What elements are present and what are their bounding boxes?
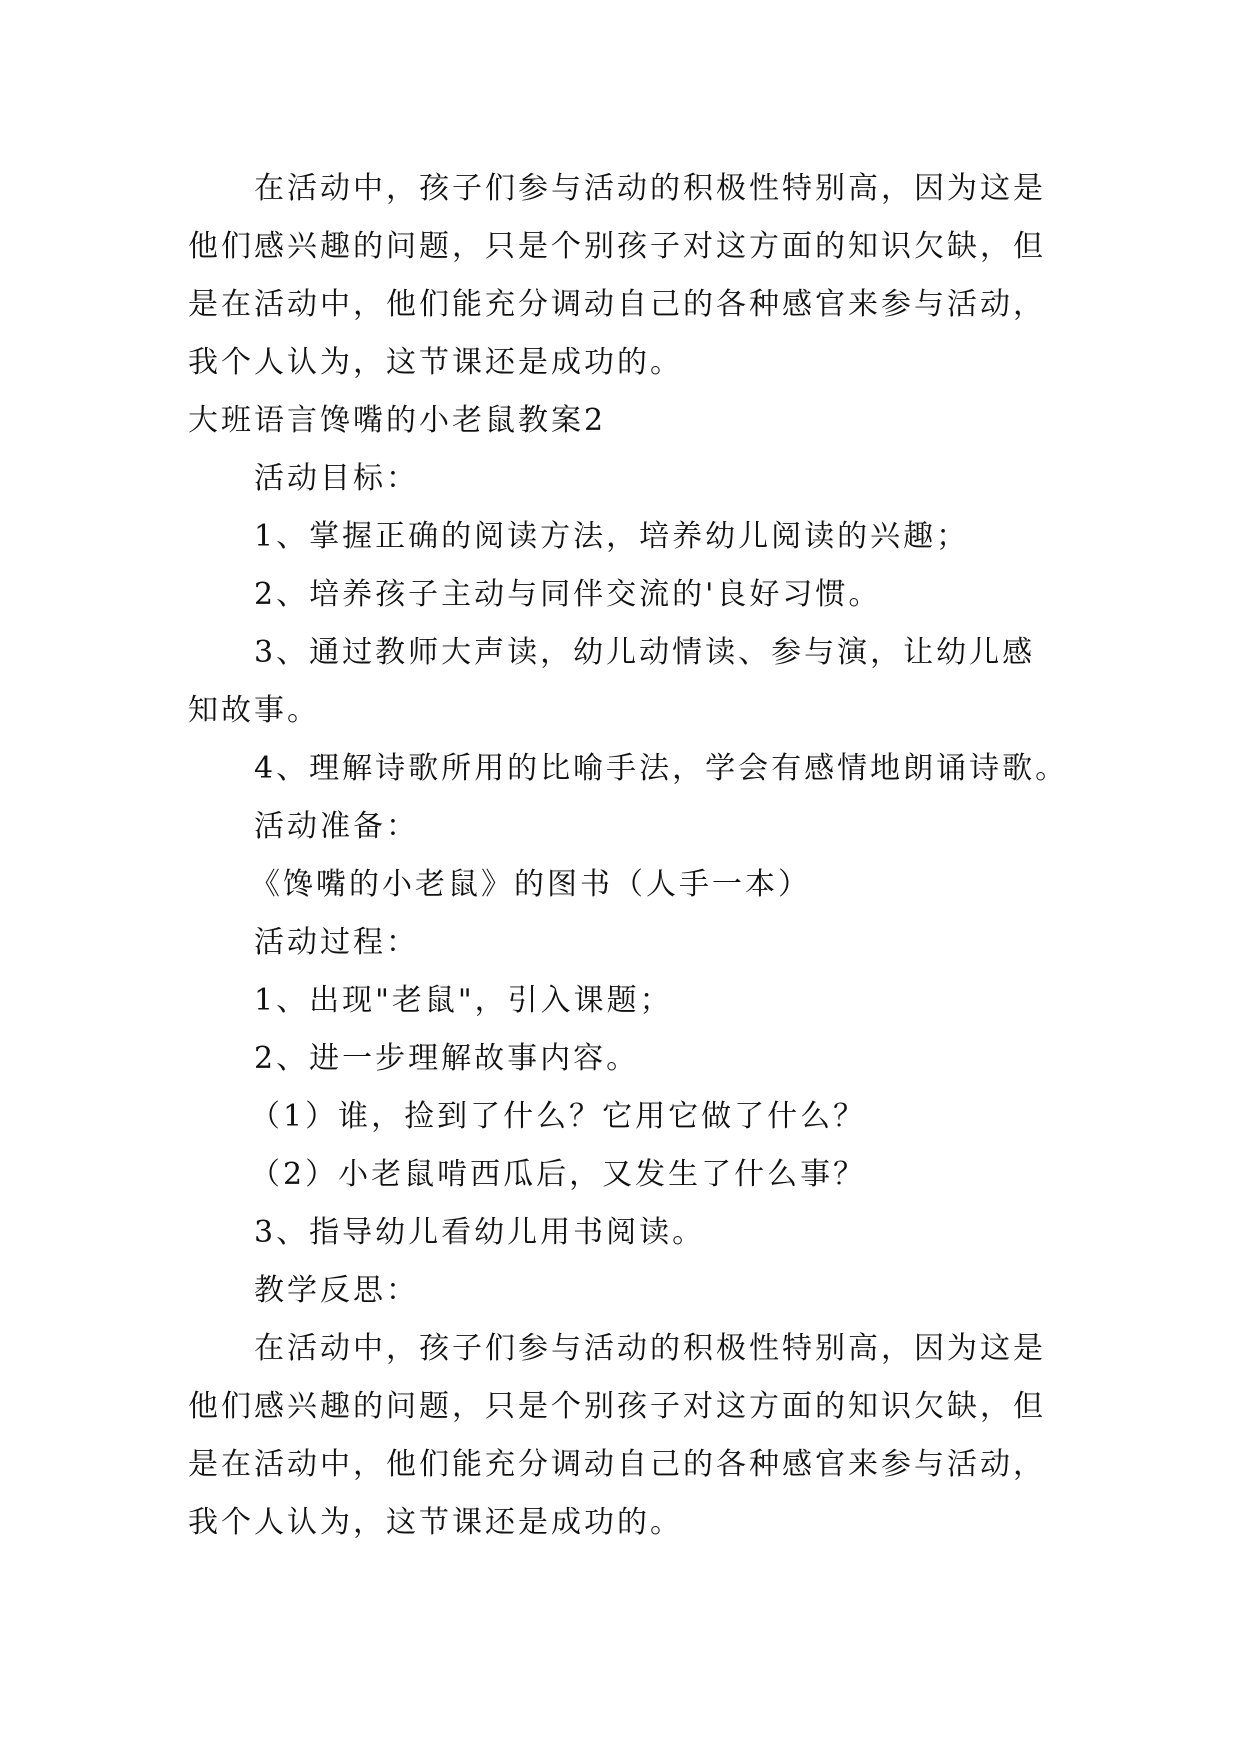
paragraph-line: 他们感兴趣的问题，只是个别孩子对这方面的知识欠缺，但 (188, 229, 1046, 264)
paragraph-line: 我个人认为，这节课还是成功的。 (188, 1505, 683, 1540)
list-item: 2、培养孩子主动与同伴交流的'良好习惯。 (254, 577, 882, 612)
list-item: 3、通过教师大声读，幼儿动情读、参与演，让幼儿感 (254, 635, 1036, 670)
paragraph-line: 在活动中，孩子们参与活动的积极性特别高，因为这是 (254, 171, 1046, 206)
list-item: 2、进一步理解故事内容。 (254, 1041, 640, 1076)
subheading-teaching-reflection: 教学反思： (254, 1273, 419, 1308)
paragraph-line: 是在活动中，他们能充分调动自己的各种感官来参与活动， (188, 1447, 1046, 1482)
paragraph-line: 在活动中，孩子们参与活动的积极性特别高，因为这是 (254, 1331, 1046, 1366)
subheading-activity-process: 活动过程： (254, 925, 419, 960)
list-item: 4、理解诗歌所用的比喻手法，学会有感情地朗诵诗歌。 (254, 751, 1069, 786)
subheading-activity-goals: 活动目标： (254, 461, 419, 496)
list-item: 1、掌握正确的阅读方法，培养幼儿阅读的兴趣； (254, 519, 970, 554)
section-heading: 大班语言馋嘴的小老鼠教案2 (188, 403, 607, 438)
paragraph-line: 《馋嘴的小老鼠》的图书（人手一本） (250, 867, 811, 902)
document-body (188, 160, 1068, 1552)
list-item: 1、出现"老鼠"，引入课题； (254, 983, 673, 1018)
paragraph-line: 知故事。 (188, 693, 320, 728)
list-item: （1）谁，捡到了什么？它用它做了什么？ (250, 1099, 867, 1134)
list-item: 3、指导幼儿看幼儿用书阅读。 (254, 1215, 706, 1250)
list-item: （2）小老鼠啃西瓜后，又发生了什么事？ (250, 1157, 867, 1192)
subheading-activity-preparation: 活动准备： (254, 809, 419, 844)
paragraph-line: 他们感兴趣的问题，只是个别孩子对这方面的知识欠缺，但 (188, 1389, 1046, 1424)
paragraph-line: 是在活动中，他们能充分调动自己的各种感官来参与活动， (188, 287, 1046, 322)
paragraph-line: 我个人认为，这节课还是成功的。 (188, 345, 683, 380)
